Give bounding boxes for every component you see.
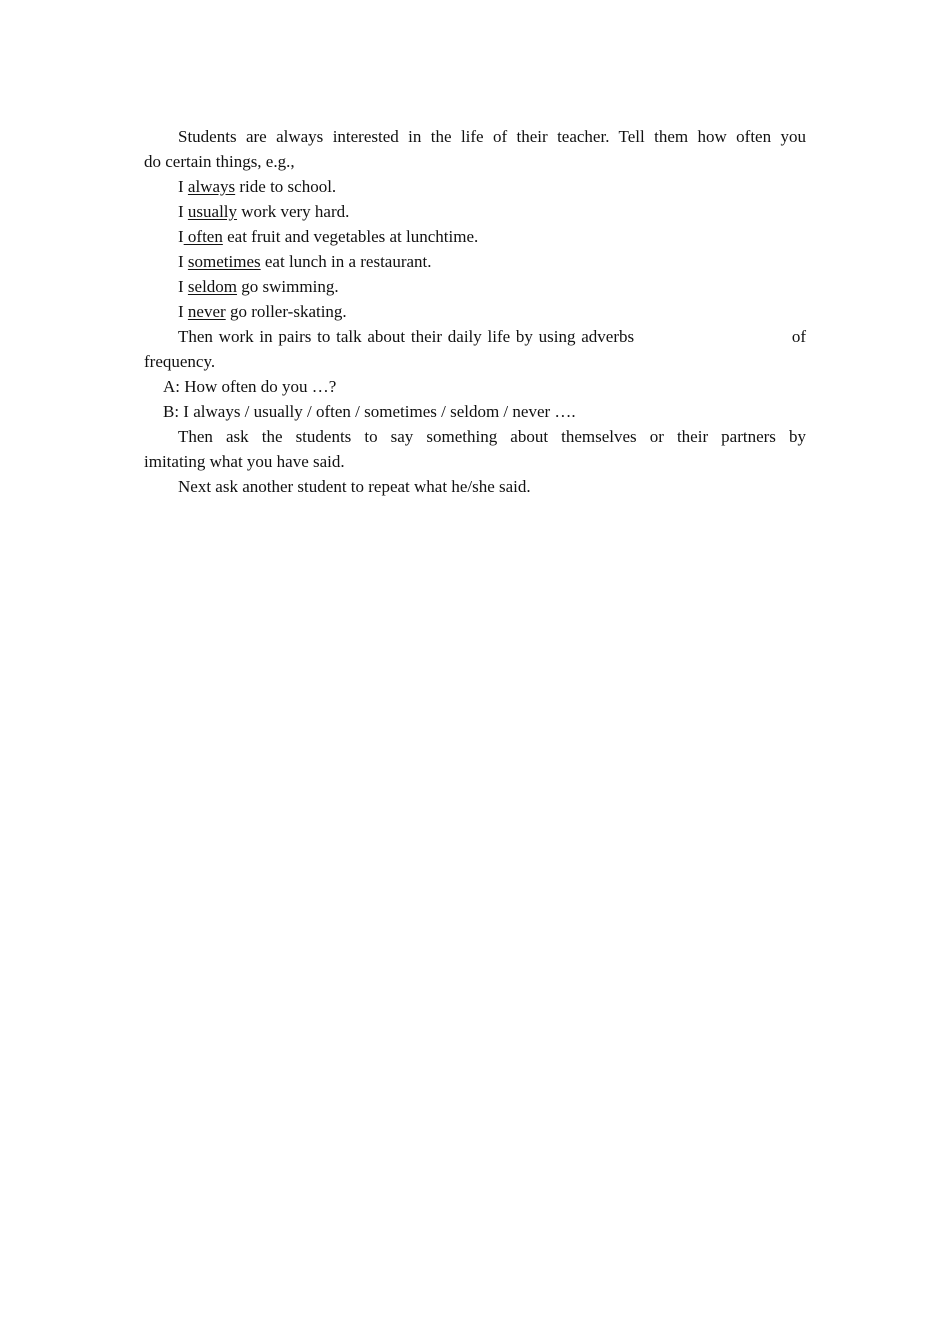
imitate-line-1: Then ask the students to say something about themselves or their partners by: [178, 427, 806, 446]
example-rest: ride to school.: [235, 177, 337, 196]
dialog-answer: B: I always / usually / often / sometimes / seldom / never ….: [163, 402, 576, 421]
example-always: [144, 174, 806, 199]
example-prefix: I: [178, 277, 188, 296]
adverb-seldom: seldom: [187, 277, 238, 296]
intro-line-2: do certain things, e.g.,: [144, 152, 295, 171]
example-prefix: I: [178, 177, 188, 196]
document-body: [144, 124, 806, 499]
pairs-text-end: of: [791, 327, 806, 346]
intro-line-1: Students are always interested in the life of their teacher. Tell them how often you: [178, 127, 806, 146]
pairs-text: Then work in pairs to talk about their daily life by using adverbs: [178, 327, 635, 346]
adverb-usually: usually: [187, 202, 238, 221]
example-rest: eat fruit and vegetables at lunchtime.: [222, 227, 479, 246]
example-usually: [144, 199, 806, 224]
example-rest: go swimming.: [237, 277, 339, 296]
example-never: [144, 299, 806, 324]
example-often: [144, 224, 806, 249]
example-sometimes: [144, 249, 806, 274]
pairs-line-2: frequency.: [144, 352, 216, 371]
adverb-always: always: [187, 177, 236, 196]
example-prefix: I: [178, 252, 188, 271]
pairs-line-1: [144, 324, 806, 349]
adverb-often: often: [183, 227, 223, 246]
dialog-question: A: How often do you …?: [163, 377, 337, 396]
next-line: Next ask another student to repeat what he/she said.: [178, 477, 531, 496]
example-rest: eat lunch in a restaurant.: [260, 252, 432, 271]
imitate-line-2: imitating what you have said.: [144, 452, 345, 471]
example-prefix: I: [178, 202, 188, 221]
adverb-never: never: [187, 302, 226, 321]
example-seldom: [144, 274, 806, 299]
adverb-sometimes: sometimes: [187, 252, 261, 271]
example-rest: work very hard.: [237, 202, 350, 221]
example-rest: go roller-skating.: [225, 302, 347, 321]
example-prefix: I: [178, 227, 184, 246]
example-prefix: I: [178, 302, 188, 321]
